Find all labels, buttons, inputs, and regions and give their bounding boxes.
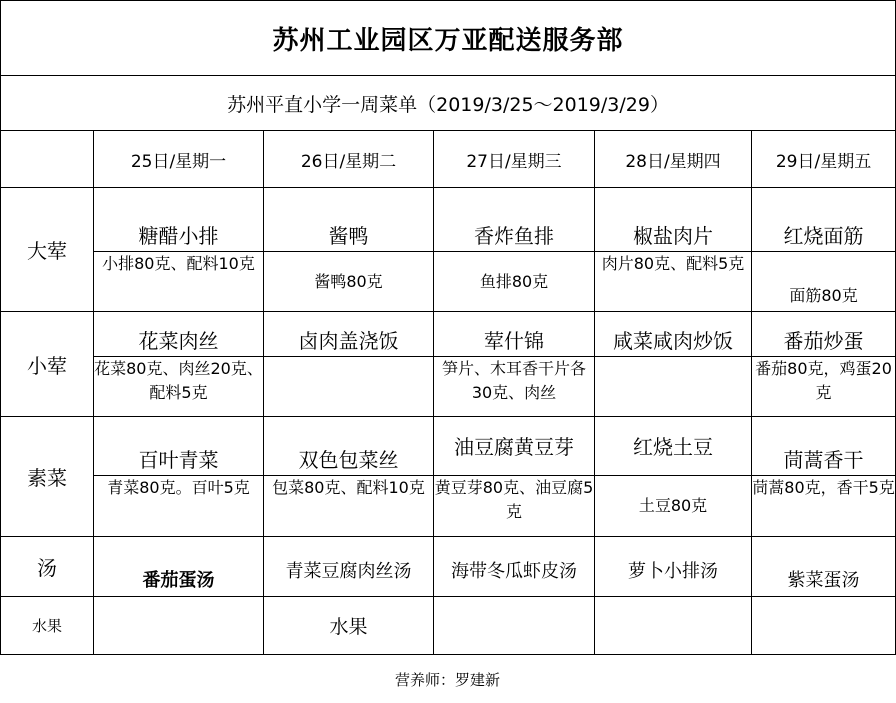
soup-cell: 青菜豆腐肉丝汤 [264,537,434,597]
detail-cell: 包菜80克、配料10克 [264,476,434,537]
detail-cell: 花菜80克、肉丝20克、配料5克 [94,357,264,417]
dish-cell: 糖醋小排 [94,188,264,252]
detail-cell: 鱼排80克 [434,252,595,312]
dish-cell: 双色包菜丝 [264,417,434,476]
fruit-cell [752,597,896,655]
detail-cell: 茼蒿80克，香干5克 [752,476,896,537]
dish-cell: 红烧土豆 [595,417,752,476]
detail-cell: 笋片、木耳香干片各30克、肉丝 [434,357,595,417]
soup-cell: 萝卜小排汤 [595,537,752,597]
fruit-row [1,597,896,655]
dish-cell: 百叶青菜 [94,417,264,476]
detail-cell [264,357,434,417]
soup-cell: 紫菜蛋汤 [752,537,896,597]
dish-cell: 酱鸭 [264,188,434,252]
day-header: 26日/星期二 [264,131,434,188]
company-title: 苏州工业园区万亚配送服务部 [1,1,896,76]
category-label-main-meat: 大荤 [1,188,94,312]
small-meat-detail-row [1,357,896,417]
menu-subtitle: 苏州平直小学一周菜单（2019/3/25～2019/3/29） [1,76,896,131]
detail-cell: 酱鸭80克 [264,252,434,312]
detail-cell: 小排80克、配料10克 [94,252,264,312]
corner-cell [1,131,94,188]
dish-cell: 咸菜咸肉炒饭 [595,312,752,357]
dish-cell: 椒盐肉片 [595,188,752,252]
title-row [1,1,896,76]
detail-cell: 青菜80克。百叶5克 [94,476,264,537]
fruit-cell [434,597,595,655]
main-meat-detail-row [1,252,896,312]
nutritionist-signature: 营养师：罗建新 [394,671,500,689]
category-label-small-meat: 小荤 [1,312,94,417]
category-label-fruit: 水果 [1,597,94,655]
soup-row [1,537,896,597]
vegetable-dish-row [1,417,896,476]
vegetable-detail-row [1,476,896,537]
day-header: 25日/星期一 [94,131,264,188]
dish-cell: 花菜肉丝 [94,312,264,357]
day-header: 27日/星期三 [434,131,595,188]
category-label-soup: 汤 [1,537,94,597]
day-header: 29日/星期五 [752,131,896,188]
soup-cell: 海带冬瓜虾皮汤 [434,537,595,597]
fruit-cell [595,597,752,655]
small-meat-dish-row [1,312,896,357]
dish-cell: 油豆腐黄豆芽 [434,417,595,476]
soup-cell: 番茄蛋汤 [94,537,264,597]
dish-cell: 卤肉盖浇饭 [264,312,434,357]
detail-cell: 面筋80克 [752,252,896,312]
dish-cell: 茼蒿香干 [752,417,896,476]
fruit-cell: 水果 [264,597,434,655]
main-meat-dish-row [1,188,896,252]
dish-cell: 香炸鱼排 [434,188,595,252]
dish-cell: 荤什锦 [434,312,595,357]
day-header-row [1,131,896,188]
detail-cell [595,357,752,417]
detail-cell: 肉片80克、配料5克 [595,252,752,312]
dish-cell: 红烧面筋 [752,188,896,252]
detail-cell: 番茄80克，鸡蛋20克 [752,357,896,417]
fruit-cell [94,597,264,655]
detail-cell: 土豆80克 [595,476,752,537]
day-header: 28日/星期四 [595,131,752,188]
subtitle-row [1,76,896,131]
dish-cell: 番茄炒蛋 [752,312,896,357]
detail-cell: 黄豆芽80克、油豆腐5克 [434,476,595,537]
category-label-vegetable: 素菜 [1,417,94,537]
